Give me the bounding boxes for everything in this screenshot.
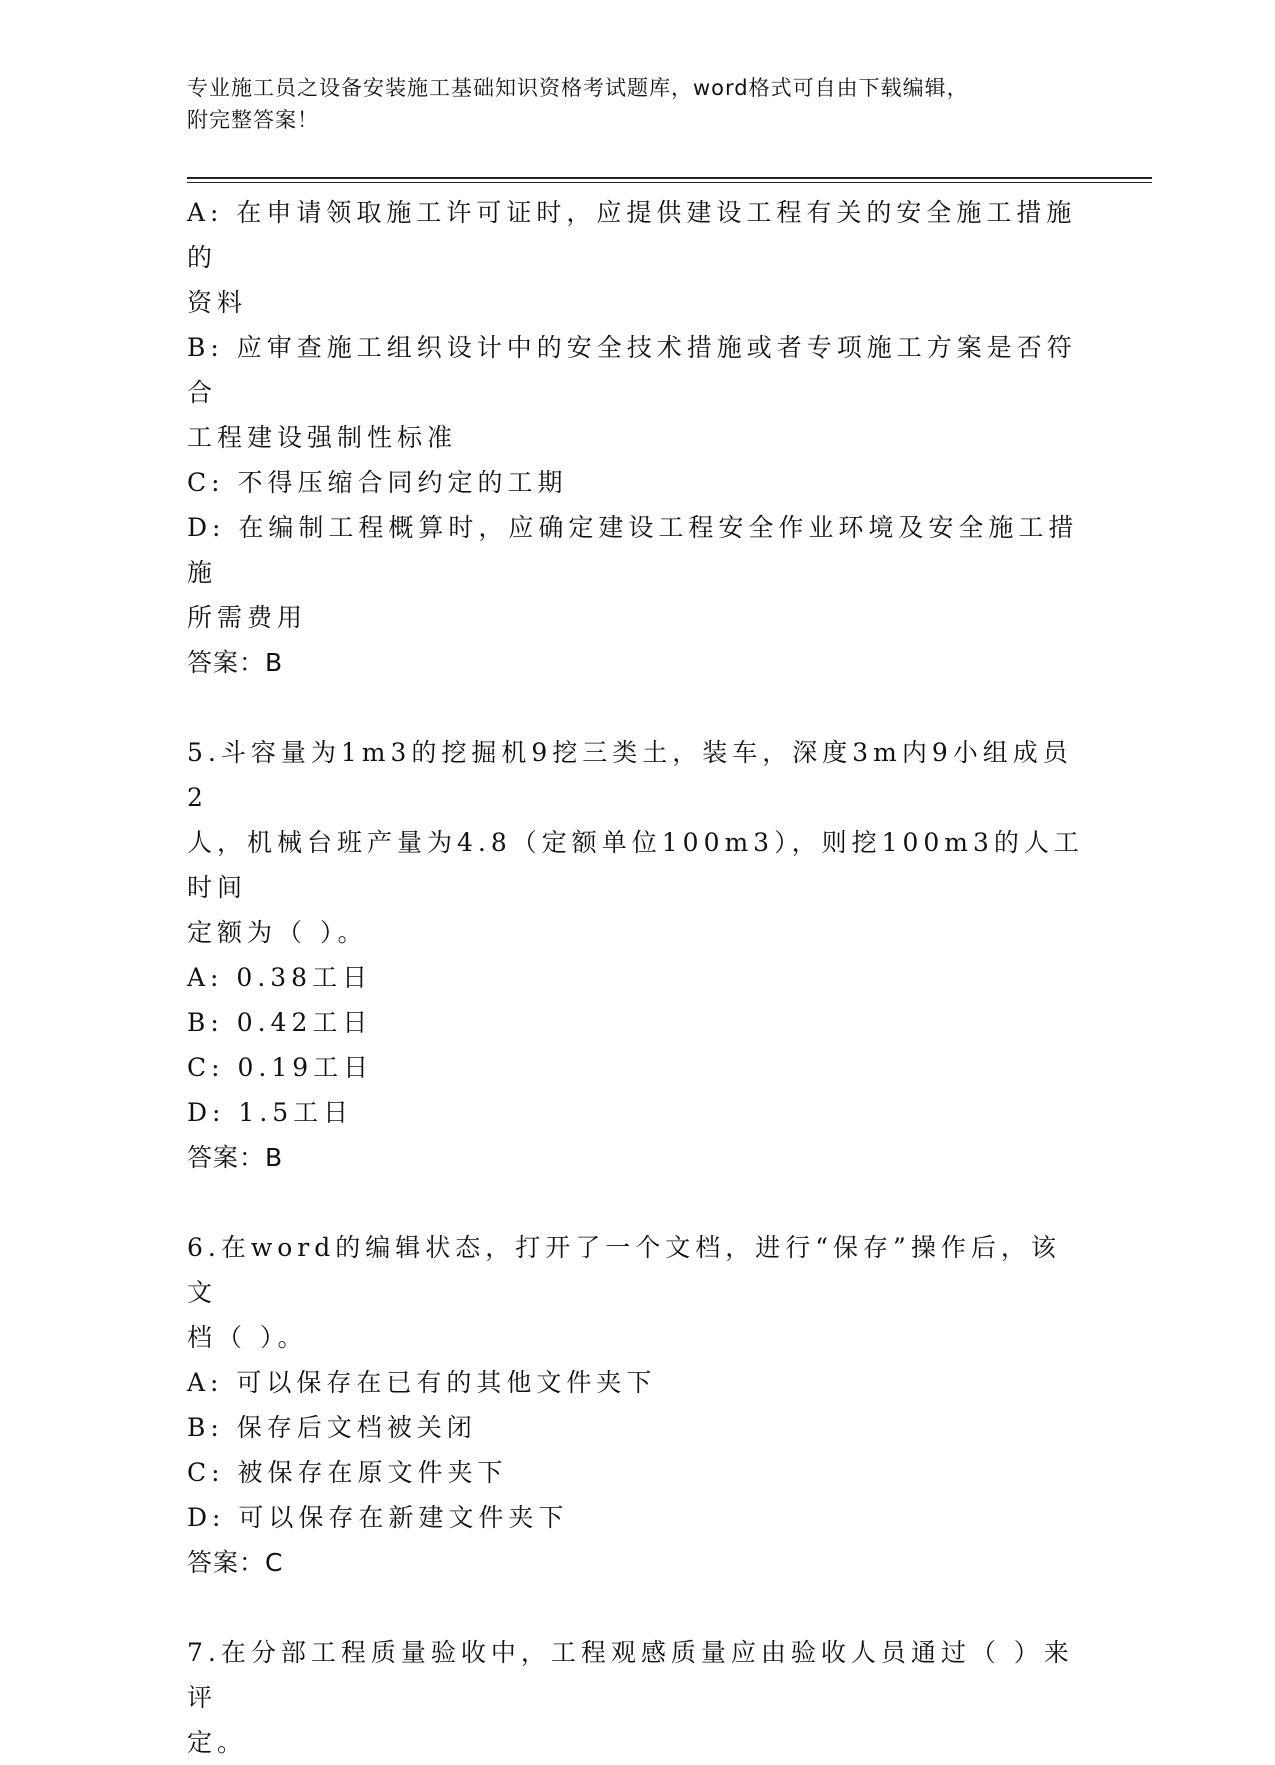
q5-stem-line-2: 人，机械台班产量为4.8（定额单位100m3），则挖100m3的人工时间 — [187, 828, 1084, 902]
q5-option-a: A: 0.38工日 — [187, 963, 373, 992]
question-6-block — [187, 1225, 1087, 1585]
q4-option-b-line-1: B: 应审查施工组织设计中的安全技术措施或者专项施工方案是否符合 — [187, 333, 1077, 407]
page-header — [187, 72, 1067, 136]
q6-option-a: A: 可以保存在已有的其他文件夹下 — [187, 1368, 657, 1397]
header-line-1: 专业施工员之设备安装施工基础知识资格考试题库，word格式可自由下载编辑， — [187, 76, 969, 100]
q5-option-b: B: 0.42工日 — [187, 1008, 373, 1037]
q5-stem-line-3: 定额为（ ）。 — [187, 918, 368, 947]
spacer — [187, 685, 1087, 730]
q6-answer: 答案：C — [187, 1548, 284, 1577]
q4-option-a-line-2: 资料 — [187, 288, 248, 317]
header-divider-thin — [187, 182, 1152, 183]
spacer — [187, 1585, 1087, 1630]
question-4-block — [187, 190, 1087, 685]
q5-answer: 答案：B — [187, 1143, 284, 1172]
q4-option-c: C: 不得压缩合同约定的工期 — [187, 468, 568, 497]
q4-answer: 答案：B — [187, 648, 284, 677]
q5-option-d: D: 1.5工日 — [187, 1098, 354, 1127]
q5-stem-line-1: 5.斗容量为1m3的挖掘机9挖三类土，装车，深度3m内9小组成员2 — [187, 738, 1073, 812]
q6-stem-line-1: 6.在word的编辑状态，打开了一个文档，进行“保存”操作后，该文 — [187, 1233, 1061, 1307]
question-5-block — [187, 730, 1087, 1180]
q7-stem-line-2: 定。 — [187, 1728, 248, 1757]
spacer — [187, 1180, 1087, 1225]
q4-option-b-line-2: 工程建设强制性标准 — [187, 423, 458, 452]
q6-option-b: B: 保存后文档被关闭 — [187, 1413, 477, 1442]
q4-option-a-line-1: A: 在申请领取施工许可证时，应提供建设工程有关的安全施工措施的 — [187, 198, 1077, 272]
document-body — [187, 190, 1087, 1765]
q5-option-c: C: 0.19工日 — [187, 1053, 374, 1082]
header-line-2: 附完整答案！ — [187, 108, 319, 132]
question-7-block — [187, 1630, 1087, 1765]
q4-option-d-line-1: D: 在编制工程概算时，应确定建设工程安全作业环境及安全施工措施 — [187, 513, 1079, 587]
q7-stem-line-1: 7.在分部工程质量验收中，工程观感质量应由验收人员通过（ ）来评 — [187, 1638, 1074, 1712]
q6-stem-line-2: 档（ ）。 — [187, 1323, 308, 1352]
q4-option-d-line-2: 所需费用 — [187, 603, 308, 632]
q6-option-c: C: 被保存在原文件夹下 — [187, 1458, 508, 1487]
header-divider-thick — [187, 177, 1152, 179]
q6-option-d: D: 可以保存在新建文件夹下 — [187, 1503, 569, 1532]
